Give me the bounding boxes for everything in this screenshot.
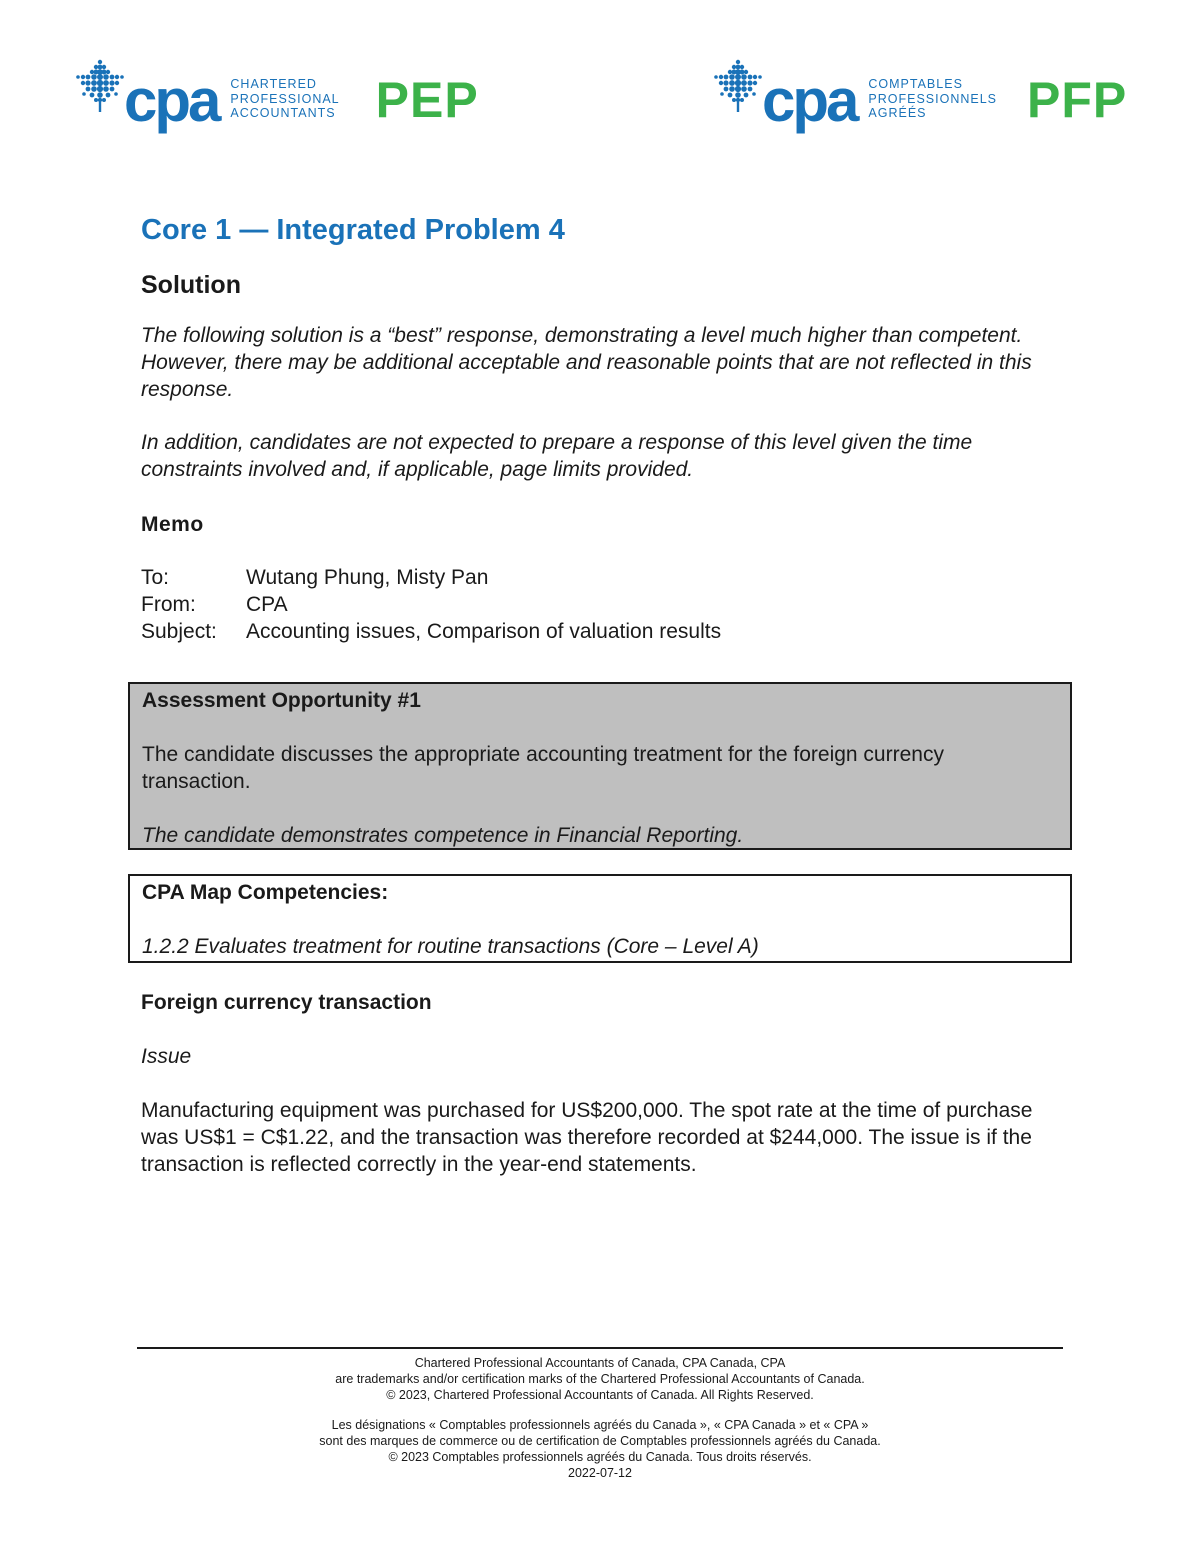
solution-heading: Solution xyxy=(141,271,241,299)
footer-line: © 2023 Comptables professionnels agréés du Canada. Tous droits réservés. xyxy=(388,1449,812,1464)
issue-label: Issue xyxy=(141,1045,192,1068)
memo-label: To: xyxy=(141,566,170,589)
assessment-opportunity-box xyxy=(128,682,1072,850)
footer-divider xyxy=(137,1347,1063,1349)
issue-paragraph: Manufacturing equipment was purchased for US$200,000. The spot rate at the time of purchase was US$1 = C$1.22, and the transaction was therefore recorded at $244,000. The issue is if the transaction is reflected correctly in the year-end statements. xyxy=(141,1099,1033,1176)
program-label-pep: PEP xyxy=(375,72,479,128)
memo-label: From: xyxy=(141,593,196,616)
cpa-wordmark: cpa xyxy=(762,67,857,134)
footer-line: are trademarks and/or certification marks of the Chartered Professional Accountants of Canada. xyxy=(335,1371,865,1386)
org-line: COMPTABLES xyxy=(868,77,963,92)
competency-item: 1.2.2 Evaluates treatment for routine transactions (Core – Level A) xyxy=(142,935,759,958)
org-line: PROFESSIONAL xyxy=(230,91,340,106)
assessment-competence: The candidate demonstrates competence in Financial Reporting. xyxy=(142,824,744,847)
memo-header-table xyxy=(141,564,1071,645)
org-line: PROFESSIONNELS xyxy=(868,91,998,106)
memo-value: Wutang Phung, Misty Pan xyxy=(246,566,489,589)
cpa-logo-english xyxy=(72,52,479,142)
competencies-box xyxy=(128,874,1072,963)
memo-row-to xyxy=(141,564,1071,591)
program-label-pfp: PFP xyxy=(1027,72,1128,128)
org-line: ACCOUNTANTS xyxy=(230,106,336,121)
maple-leaf-icon xyxy=(710,56,766,116)
memo-row-from xyxy=(141,591,1071,618)
footer-line: © 2023, Chartered Professional Accountants of Canada. All Rights Reserved. xyxy=(386,1387,814,1402)
memo-row-subject xyxy=(141,618,1071,645)
org-line: CHARTERED xyxy=(230,77,317,92)
memo-value: CPA xyxy=(246,593,288,616)
intro-paragraph: The following solution is a “best” response, demonstrating a level much higher than competent. However, there may be additional acceptable and reasonable points that are not reflected in this response. xyxy=(141,324,1032,401)
foreign-currency-section xyxy=(141,989,1071,1178)
cpa-logo-french xyxy=(710,52,1127,142)
footer-line: Les désignations « Comptables professionnels agréés du Canada », « CPA Canada » et « CPA » xyxy=(331,1418,869,1433)
assessment-title: Assessment Opportunity #1 xyxy=(142,689,421,712)
section-heading: Foreign currency transaction xyxy=(141,991,432,1014)
document-body xyxy=(141,212,1071,645)
footer-line: Chartered Professional Accountants of Canada, CPA Canada, CPA xyxy=(414,1356,786,1370)
footer-line: sont des marques de commerce ou de certification de Comptables professionnels agréés du Canada. xyxy=(319,1434,881,1449)
maple-leaf-icon xyxy=(72,56,128,116)
competencies-title: CPA Map Competencies: xyxy=(142,881,389,904)
memo-heading: Memo xyxy=(141,513,204,536)
cpa-wordmark: cpa xyxy=(124,67,219,134)
memo-value: Accounting issues, Comparison of valuation results xyxy=(246,620,722,643)
org-name-french xyxy=(868,77,997,121)
org-line: AGRÉÉS xyxy=(868,106,927,121)
org-name-english xyxy=(230,77,339,121)
footer-date: 2022-07-12 xyxy=(568,1465,632,1480)
assessment-description: The candidate discusses the appropriate accounting treatment for the foreign currency transaction. xyxy=(142,743,944,793)
memo-label: Subject: xyxy=(141,620,217,643)
intro-paragraph-2: In addition, candidates are not expected to prepare a response of this level given the time constraints involved and, if applicable, page limits provided. xyxy=(141,431,973,481)
document-title: Core 1 — Integrated Problem 4 xyxy=(141,214,565,246)
footer xyxy=(137,1356,1063,1482)
